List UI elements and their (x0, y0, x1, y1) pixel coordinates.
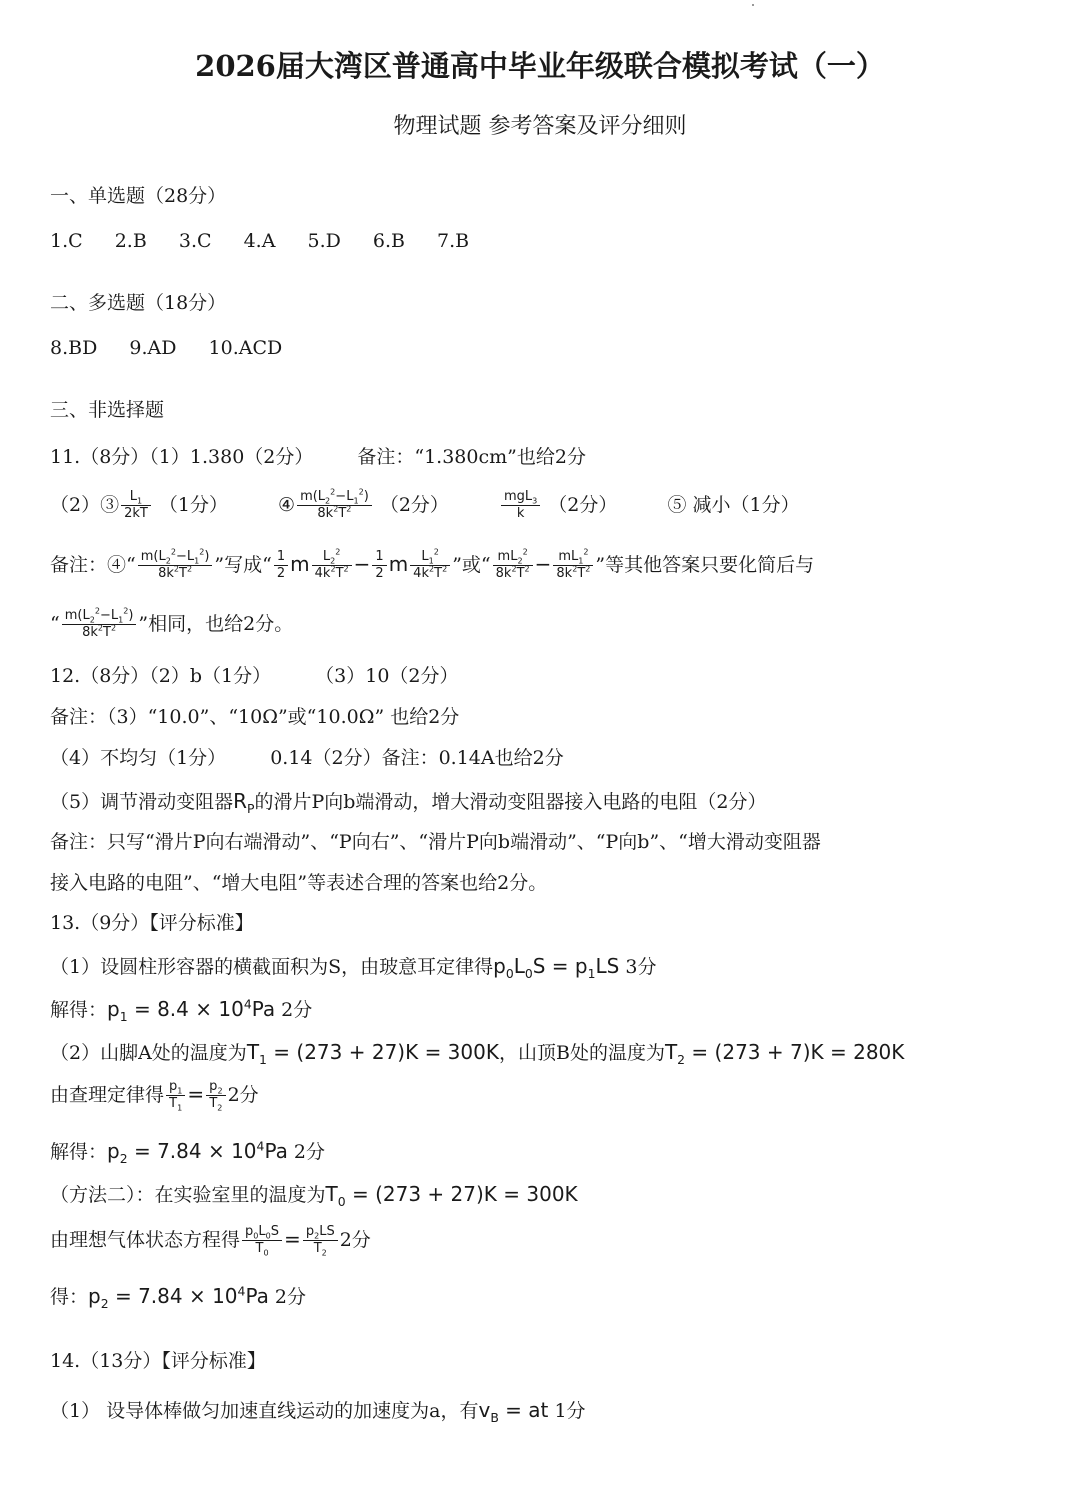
q13-line6: 解得：$p_2 = 7.84 \times 10^4Pa$ 2分 (50, 1138, 325, 1166)
q12-part4: （4）不均匀（1分） (50, 747, 227, 769)
q13-heading: 13.（9分）【评分标准】 (50, 912, 254, 934)
q12-line2 (50, 749, 564, 768)
formula-energy-diff-3: $\frac{m(L_2^2-L_1^2)}{8k^2T^2}$ (62, 609, 137, 641)
q14-line2: （1） 设导体棒做匀加速直线运动的加速度为a，有$v_B$ = at 1分 (50, 1398, 586, 1425)
section2-heading: 二、多选题（18分） (50, 292, 227, 314)
q13-line7: （方法二）：在实验室里的温度为$T_0 = (273 + 27)K = 300K$ (50, 1182, 578, 1209)
formula-p1-over-t1: $\frac{p_1}{T_1}$ (166, 1080, 185, 1112)
q11-score3: （2分） (548, 493, 618, 516)
q13-l8-score: 2分 (339, 1228, 371, 1251)
q13-l2-score: 3分 (625, 956, 657, 978)
q11-line2: （2）③ $\frac{L_1}{2kT}$ （1分） ④ $\frac{m(L_2^2-L_1^2)}{8k^2T^2}$ （2分） mgL$_3$ k （2分） ⑤ 减小（1分） (50, 487, 800, 522)
formula-mgl3-over-k: mgL$_3$ k (501, 490, 540, 522)
q12-line3-b: 的滑片P向b端滑动，增大滑动变阻器接入电路的电阻（2分） (254, 791, 767, 813)
answer-2: 2.B (114, 230, 147, 252)
answer-9: 9.AD (129, 337, 177, 359)
q11-part1: 11.（8分）（1）1.380（2分） (50, 446, 314, 468)
q13-l9-score: 2分 (274, 1286, 306, 1308)
section1-heading: 一、单选题（28分） (50, 185, 227, 207)
q13-line5: 由查理定律得 $\frac{p_1}{T_1}$ = $\frac{p_2}{T_2}$ 2分 (50, 1079, 259, 1113)
q12-part2: 12.（8分）（2）b（1分） (50, 665, 272, 687)
q12-note1: 备注：（3）“10.0”、“10Ω”或“10.0Ω” 也给2分 (50, 706, 460, 728)
section2-answers (50, 339, 282, 358)
q14-l2-text: （1） 设导体棒做匀加速直线运动的加速度为a，有 (50, 1400, 479, 1422)
answer-3: 3.C (178, 230, 212, 252)
q13-line4: （2）山脚A处的温度为$T_1 = (273 + 27)K = 300K$，山顶B处的温度为$T_2 = (273 + 7)K = 280K$ (50, 1040, 905, 1067)
q13-l4-a: （2）山脚A处的温度为 (50, 1042, 247, 1064)
q13-line9: 得：$p_2 = 7.84 \times 10^4Pa$ 2分 (50, 1283, 306, 1311)
q13-line3: 解得：$p_1 = 8.4 \times 10^4Pa$ 2分 (50, 996, 313, 1024)
q11-score4: ⑤ 减小（1分） (667, 493, 800, 516)
formula-p0l0s-over-t0: $\frac{p_0L_0S}{T_0}$ (242, 1225, 282, 1257)
q11-line1 (50, 448, 586, 467)
scan-speck (752, 4, 754, 6)
q11-score2: （2分） (379, 493, 449, 516)
q12-part4b: 0.14（2分）备注：0.14A也给2分 (270, 747, 564, 769)
q12-note2: 备注：只写“滑片P向右端滑动”、“P向右”、“滑片P向b端滑动”、“P向b”、“增大滑动变阻器 (50, 831, 821, 853)
section1-answers (50, 232, 469, 251)
formula-half-a: $\frac{1}{2}$ (274, 550, 288, 582)
q11-score1: （1分） (158, 493, 228, 516)
q11-note2-d: ”等其他答案只要化简后与 (595, 553, 815, 576)
q12-line3-a: （5）调节滑动变阻器 (50, 791, 234, 813)
q11-note2-b: ”写成“ (214, 553, 272, 576)
page-subtitle: 物理试题 参考答案及评分细则 (393, 114, 687, 139)
q11-note2: 备注：④“ $\frac{m(L_2^2-L_1^2)}{8k^2T^2}$ ”写成“ $\frac{1}{2}$ m $\frac{L_2^2}{4k^2T^2}$ − $\frac{1}{2}$ m $\frac{L_1^2}{4k^2T^2}$ ”或“ $\frac{mL_2^2}{8k^2T^2}$ − $\frac{mL_1^2}{8k^2T^2}$ ”等其他答案只要化简后与 (50, 547, 815, 582)
answer-7: 7.B (437, 230, 470, 252)
q13-l5-text: 由查理定律得 (50, 1083, 165, 1106)
q13-line2: （1）设圆柱形容器的横截面积为S，由玻意耳定律得$p_0L_0S = p_1LS$ 3分 (50, 954, 657, 981)
q13-l2-text: （1）设圆柱形容器的横截面积为S，由玻意耳定律得 (50, 956, 494, 978)
q11-note3 (50, 606, 294, 641)
formula-energy-diff-2: $\frac{m(L_2^2-L_1^2)}{8k^2T^2}$ (138, 550, 213, 582)
answer-5: 5.D (307, 230, 341, 252)
q12-part3: （3）10（2分） (315, 665, 459, 687)
formula-energy-diff: $\frac{m(L_2^2-L_1^2)}{8k^2T^2}$ (297, 490, 372, 522)
q12-line3: （5）调节滑动变阻器$R_P$的滑片P向b端滑动，增大滑动变阻器接入电路的电阻（2分） (50, 789, 767, 816)
q12-note3: 接入电路的电阻”、“增大电阻”等表述合理的答案也给2分。 (50, 872, 548, 894)
q11-note2-a: 备注：④“ (50, 553, 136, 576)
q14-l2-score: 1分 (554, 1400, 586, 1422)
formula-half-b: $\frac{1}{2}$ (372, 550, 386, 582)
answer-1: 1.C (50, 230, 83, 252)
section3-heading: 三、非选择题 (50, 399, 165, 421)
q11-note3-b: ”相同，也给2分。 (138, 612, 294, 635)
q13-l9-text: 得： (50, 1286, 89, 1308)
q13-l5-score: 2分 (227, 1083, 259, 1106)
q13-l8-text: 由理想气体状态方程得 (50, 1228, 241, 1251)
q13-line8: 由理想气体状态方程得 $\frac{p_0L_0S}{T_0}$ = $\frac{p_2LS}{T_2}$ 2分 (50, 1224, 371, 1258)
q13-l7-text: （方法二）：在实验室里的温度为 (50, 1184, 326, 1206)
q13-l6-score: 2分 (293, 1141, 325, 1163)
formula-l2sq-over: $\frac{L_2^2}{4k^2T^2}$ (312, 550, 352, 582)
q13-l3-score: 2分 (281, 999, 313, 1021)
page-title: 2026届大湾区普通高中毕业年级联合模拟考试（一） (195, 49, 885, 83)
q11-note3-a: “ (50, 612, 60, 635)
q12-line1 (50, 667, 459, 686)
answer-6: 6.B (372, 230, 405, 252)
answer-4: 4.A (243, 230, 276, 252)
formula-p2-over-t2: $\frac{p_2}{T_2}$ (206, 1080, 225, 1112)
formula-ml1sq: $\frac{mL_1^2}{8k^2T^2}$ (553, 550, 593, 582)
q11-p2-label: （2）③ (50, 493, 120, 516)
answer-8: 8.BD (50, 337, 98, 359)
q11-note2-c: ”或“ (452, 553, 491, 576)
formula-ml2sq: $\frac{mL_2^2}{8k^2T^2}$ (493, 550, 533, 582)
formula-l1-over-2kt: $\frac{L_1}{2kT}$ (121, 490, 151, 522)
formula-p2ls-over-t2: $\frac{p_2LS}{T_2}$ (303, 1225, 338, 1257)
q13-l3-text: 解得： (50, 999, 108, 1021)
q13-l6-text: 解得： (50, 1141, 108, 1163)
q13-l4-b: ，山顶B处的温度为 (498, 1042, 665, 1064)
q14-heading: 14.（13分）【评分标准】 (50, 1350, 266, 1372)
q11-note1: 备注：“1.380cm”也给2分 (357, 446, 586, 468)
answer-10: 10.ACD (208, 337, 283, 359)
formula-l1sq-over: $\frac{L_1^2}{4k^2T^2}$ (410, 550, 450, 582)
